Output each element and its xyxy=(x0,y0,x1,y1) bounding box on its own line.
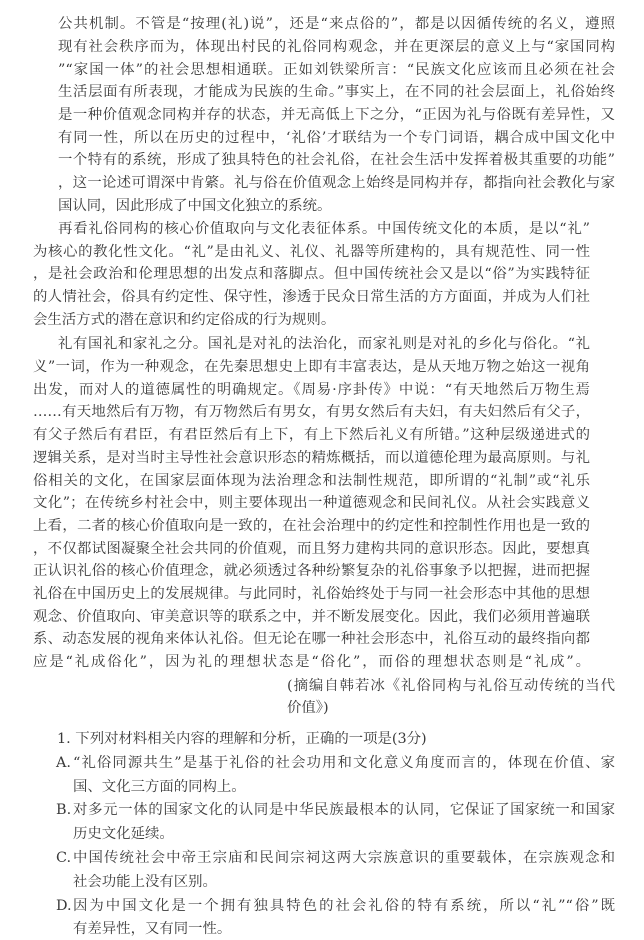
text-line: 文化”；在传统乡村社会中，则主要体现出一种道德观念和民间礼仪。从社会实践意义 xyxy=(33,495,590,511)
text-line: 会生活方式的潜在意识和约定俗成的行为规则。 xyxy=(33,312,336,328)
text-line: 逻辑关系，是对当时主导性社会意识形态的精炼概括，而以道德伦理为最高原则。与礼 xyxy=(33,450,590,466)
option-text-line: 历史文化延续。 xyxy=(73,826,174,842)
text-line: 有同一性，所以在历史的过程中，‘礼俗’才联结为一个专门词语，耦合成中国文化中 xyxy=(58,130,615,146)
text-line: ”“家国一体”的社会思想相通联。正如刘铁梁所言：“民族文化应该而且必须在社会 xyxy=(58,62,615,78)
text-line: 是一种价值观念同构并存的状态，并无高低上下之分，“正因为礼与俗既有差异性，又 xyxy=(58,107,615,123)
text-line: 为核心的教化性文化。“礼”是由礼义、礼仪、礼器等所建构的，具有规范性、同一性 xyxy=(33,244,590,260)
question-stem: 1. 下列对材料相关内容的理解和分析，正确的一项是(3分) xyxy=(57,731,427,747)
text-line: 礼俗在中国历史上的发展规律。与此同时，礼俗始终处于与同一社会形态中其他的思想 xyxy=(33,586,590,602)
citation-line: 价值》) xyxy=(287,700,329,716)
option-text-line: 对多元一体的国家文化的认同是中华民族最根本的认同，它保证了国家统一和国家 xyxy=(73,802,615,818)
citation-line: (摘编自韩若冰《礼俗同构与礼俗互动传统的当代 xyxy=(287,678,615,694)
text-line: 生活层面有所表现，才能成为民族的生命。”事实上，在不同的社会层面上，礼俗始终 xyxy=(58,84,615,100)
text-line: 国认同，因此形成了中国文化独立的系统。 xyxy=(58,198,332,214)
text-line: ，是社会政治和伦理思想的出发点和落脚点。但中国传统社会又是以“俗”为实践特征 xyxy=(33,266,590,282)
text-line: 出发，而对人的道德属性的明确规定。《周易·序卦传》中说：“有天地然后万物生焉 xyxy=(33,382,590,398)
option-letter: D. xyxy=(56,898,72,914)
text-line: ，这一论述可谓深中肯綮。礼与俗在价值观念上始终是同构并存，都指向社会教化与家 xyxy=(58,175,615,191)
text-line: 上看，二者的核心价值取向是一致的，在社会治理中的约定性和控制性作用也是一致的 xyxy=(33,518,590,534)
text-line: 俗相关的文化，在国家层面体现为法治理念和法制性规范，即所谓的“礼制”或“礼乐 xyxy=(33,473,590,489)
text-line: 有父子然后有君臣，有君臣然后有上下，有上下然后礼义有所错。”这种层级递进式的 xyxy=(33,427,590,443)
option-text-line: 国、文化三方面的同构上。 xyxy=(73,779,246,795)
text-line: ，不仅都试图凝聚全社会共同的价值观，而且努力建构共同的意识形态。因此，要想真 xyxy=(33,541,590,557)
text-line: 一个特有的系统，形成了独具特色的社会礼俗，在社会生活中发挥着极其重要的功能” xyxy=(58,152,615,168)
option-letter: A. xyxy=(56,755,71,771)
text-line: 观念、价值取向、审美意识等的联系之中，并不断发展变化。因此，我们必须用普遍联 xyxy=(33,609,590,625)
option-letter: C. xyxy=(56,850,72,866)
text-line: 系、动态发展的视角来体认礼俗。但无论在哪一种社会形态中，礼俗互动的最终指向都 xyxy=(33,631,590,647)
option-text-line: 因为中国文化是一个拥有独具特色的社会礼俗的特有系统，所以“礼”“俗”既 xyxy=(73,898,615,914)
text-line: 的人情社会，俗具有约定性、保守性，渗透于民众日常生活的方方面面，并成为人们社 xyxy=(33,289,590,305)
option-letter: B. xyxy=(56,802,72,818)
text-line: ……有天地然后有万物，有万物然后有男女，有男女然后有夫妇，有夫妇然后有父子， xyxy=(33,404,590,420)
text-line: 现有社会秩序而为，体现出村民的礼俗同构观念，并在更深层的意义上与“家国同构 xyxy=(58,39,615,55)
text-line: 再看礼俗同构的核心价值取向与文化表征体系。中国传统文化的本质，是以“礼” xyxy=(58,221,590,237)
option-text-line: 有差异性，又有同一性。 xyxy=(73,921,232,937)
option-text-line: 中国传统社会中帝王宗庙和民间宗祠这两大宗族意识的重要载体，在宗族观念和 xyxy=(73,850,615,866)
option-text-line: “礼俗同源共生”是基于礼俗的社会功用和文化意义角度而言的，体现在价值、家 xyxy=(73,755,615,771)
text-line: 公共机制。不管是“按理(礼)说”，还是“来点俗的”，都是以因循传统的名义，遵照 xyxy=(58,16,615,32)
option-text-line: 社会功能上没有区别。 xyxy=(73,874,217,890)
text-line: 正认识礼俗的核心价值理念，就必须透过各种纷繁复杂的礼俗事象予以把握，进而把握 xyxy=(33,563,590,579)
text-line: 礼有国礼和家礼之分。国礼是对礼的法治化，而家礼则是对礼的乡化与俗化。“礼 xyxy=(58,336,590,352)
text-line: 应是“礼成俗化”，因为礼的理想状态是“俗化”，而俗的理想状态则是“礼成”。 xyxy=(33,654,590,670)
text-line: 义”一词，作为一种观念，在先秦思想史上即有丰富表达，是从天地万物之始这一视角 xyxy=(33,359,590,375)
